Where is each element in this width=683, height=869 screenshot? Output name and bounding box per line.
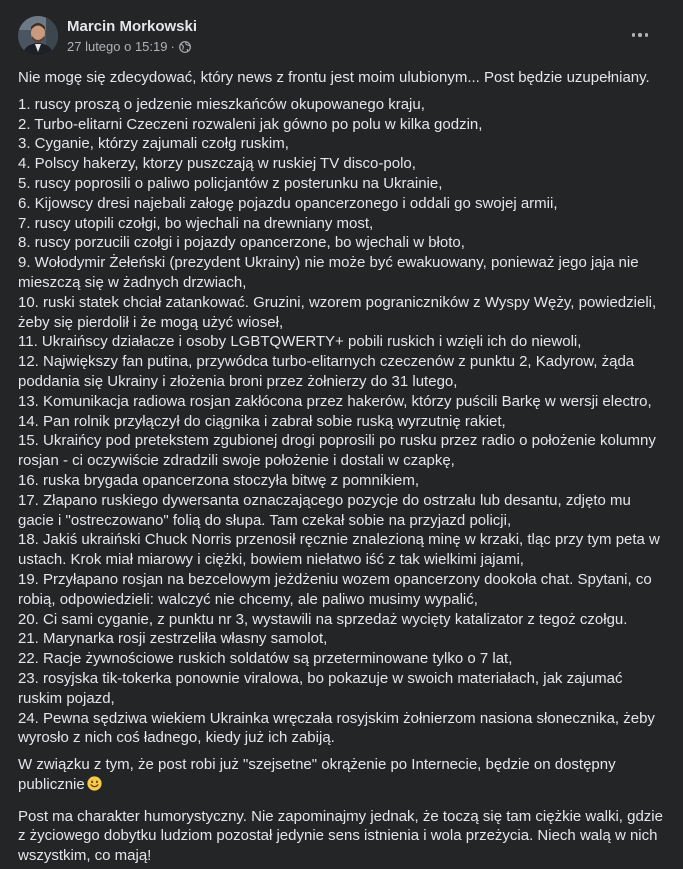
- list-item: 10. ruski statek chciał zatankować. Gruzini, wzorem pograniczników z Wyspy Węży, powiedzieli, żeby się pierdolił i że mogą użyć wioseł,: [18, 293, 657, 331]
- list-item: 19. Przyłapano rosjan na bezcelowym jeżdżeniu wozem opancerzony dookoła chat. Spytani, co robią, odpowiedzieli: walczyć nie chcemy, ale paliwo musimy wypalić,: [18, 570, 652, 608]
- more-options-icon[interactable]: [625, 24, 655, 46]
- list-item: 12. Największy fan putina, przywódca turbo-elitarnych czeczenów z punktu 2, Kadyrow, żąda poddania się Ukrainy i złożenia broni przez żołnierzy do 31 lutego,: [18, 353, 635, 390]
- list-item: 1. ruscy proszą o jedzenie mieszkańców okupowanego kraju,: [18, 95, 425, 113]
- avatar-photo: [18, 16, 58, 56]
- list-item: 3. Cyganie, którzy zajumali czołg ruskim,: [18, 135, 289, 153]
- list-item: 9. Wołodymir Żełeński (prezydent Ukrainy) nie może być ewakuowany, ponieważ jego jaja nie mieszczą się w żadnych drzwiach,: [18, 254, 639, 291]
- list-item: 8. ruscy porzucili czołgi i pojazdy opancerzone, bo wjechali w błoto,: [18, 234, 465, 252]
- public-note: [18, 755, 663, 795]
- list-item: 6. Kijowscy dresi najebali załogę pojazdu opancerzonego i oddali go swojej armii,: [18, 194, 558, 212]
- news-list: [18, 95, 663, 748]
- list-item: 2. Turbo-elitarni Czeczeni rozwaleni jak gówno po polu w kilka godzin,: [18, 115, 483, 133]
- list-item: 16. ruska brygada opancerzona stoczyła bitwę z pomnikiem,: [18, 471, 420, 489]
- meta-separator: ·: [170, 39, 175, 54]
- list-item: 7. ruscy utopili czołgi, bo wjechali na drewniany most,: [18, 214, 374, 232]
- list-item: 11. Ukraińscy działacze i osoby LGBTQWERTY+ pobili ruskich i wzięli ich do niewoli,: [18, 333, 582, 351]
- author-name[interactable]: Marcin Morkowski: [67, 18, 198, 35]
- post-header: [18, 0, 667, 68]
- list-item: 20. Ci sami cyganie, z punktu nr 3, wystawili na sprzedaż wycięty katalizator z tegoż czołgu.: [18, 610, 628, 628]
- post-intro: Nie mogę się zdecydować, który news z frontu jest moim ulubionym... Post będzie uzupełniany.: [18, 69, 650, 86]
- list-item: 23. rosyjska tik-tokerka ponownie viralowa, bo pokazuje w swoich materiałach, jak zajumać ruskim pojazd,: [18, 669, 623, 707]
- post-body: [18, 68, 667, 866]
- public-note-text: W związku z tym, że post robi już "szejsetne" okrążenie po Internecie, będzie on dostępny publicznie: [18, 756, 616, 793]
- list-item: 15. Ukraińcy pod pretekstem zgubionej drogi poprosili po rusku przez radio o położenie kolumny rosjan - ci oczywiście zdradzili swoje położenie i dostali w czapkę,: [18, 432, 656, 470]
- list-item: 14. Pan rolnik przyłączył do ciągnika i zabrał sobie ruską wyrzutnię rakiet,: [18, 412, 506, 430]
- post-meta: [67, 39, 191, 54]
- list-item: 17. Złapano ruskiego dywersanta oznaczającego pozycje do ostrzału lub desantu, zdjęto mu gacie i "ostreczowano" folią do słupa. Tam czekał sobie na przyjazd policji,: [18, 491, 631, 529]
- globe-icon[interactable]: [179, 41, 191, 53]
- list-item: 18. Jakiś ukraiński Chuck Norris przenosił ręcznie znalezioną minę w krzaki, tląc przy tym peta w ustach. Krok miał miarowy i ciężki, bowiem niełatwo iść z tak wielkimi jajami,: [18, 531, 660, 569]
- avatar[interactable]: [18, 16, 58, 56]
- list-item: 21. Marynarka rosji zestrzeliła własny samolot,: [18, 630, 328, 648]
- list-item: 22. Racje żywnościowe ruskich soldatów są przeterminowane tylko o 7 lat,: [18, 650, 513, 668]
- list-item: 4. Polscy hakerzy, ktorzy puszczają w ruskiej TV disco-polo,: [18, 155, 416, 173]
- list-item: 5. ruscy poprosili o paliwo policjantów z posterunku na Ukrainie,: [18, 174, 443, 192]
- list-item: 24. Pewna sędziwa wiekiem Ukrainka wręczała rosyjskim żołnierzom nasiona słonecznika, żeby wyrosło z nich coś ładnego, kiedy już ich zabiją.: [18, 709, 655, 747]
- post-timestamp[interactable]: 27 lutego o 15:19: [67, 39, 168, 54]
- closing-note: Post ma charakter humorystyczny. Nie zapominajmy jednak, że toczą się tam ciężkie walki, gdzie z życiowego dobytku ludziom pozostał jedynie sens istnienia i wola przeżycia. Niech walą w nich wszystkim, co mają!: [18, 807, 663, 865]
- smile-emoji-icon: [87, 776, 102, 791]
- list-item: 13. Komunikacja radiowa rosjan zakłócona przez hakerów, którzy puścili Barkę w wersji electro,: [18, 392, 652, 410]
